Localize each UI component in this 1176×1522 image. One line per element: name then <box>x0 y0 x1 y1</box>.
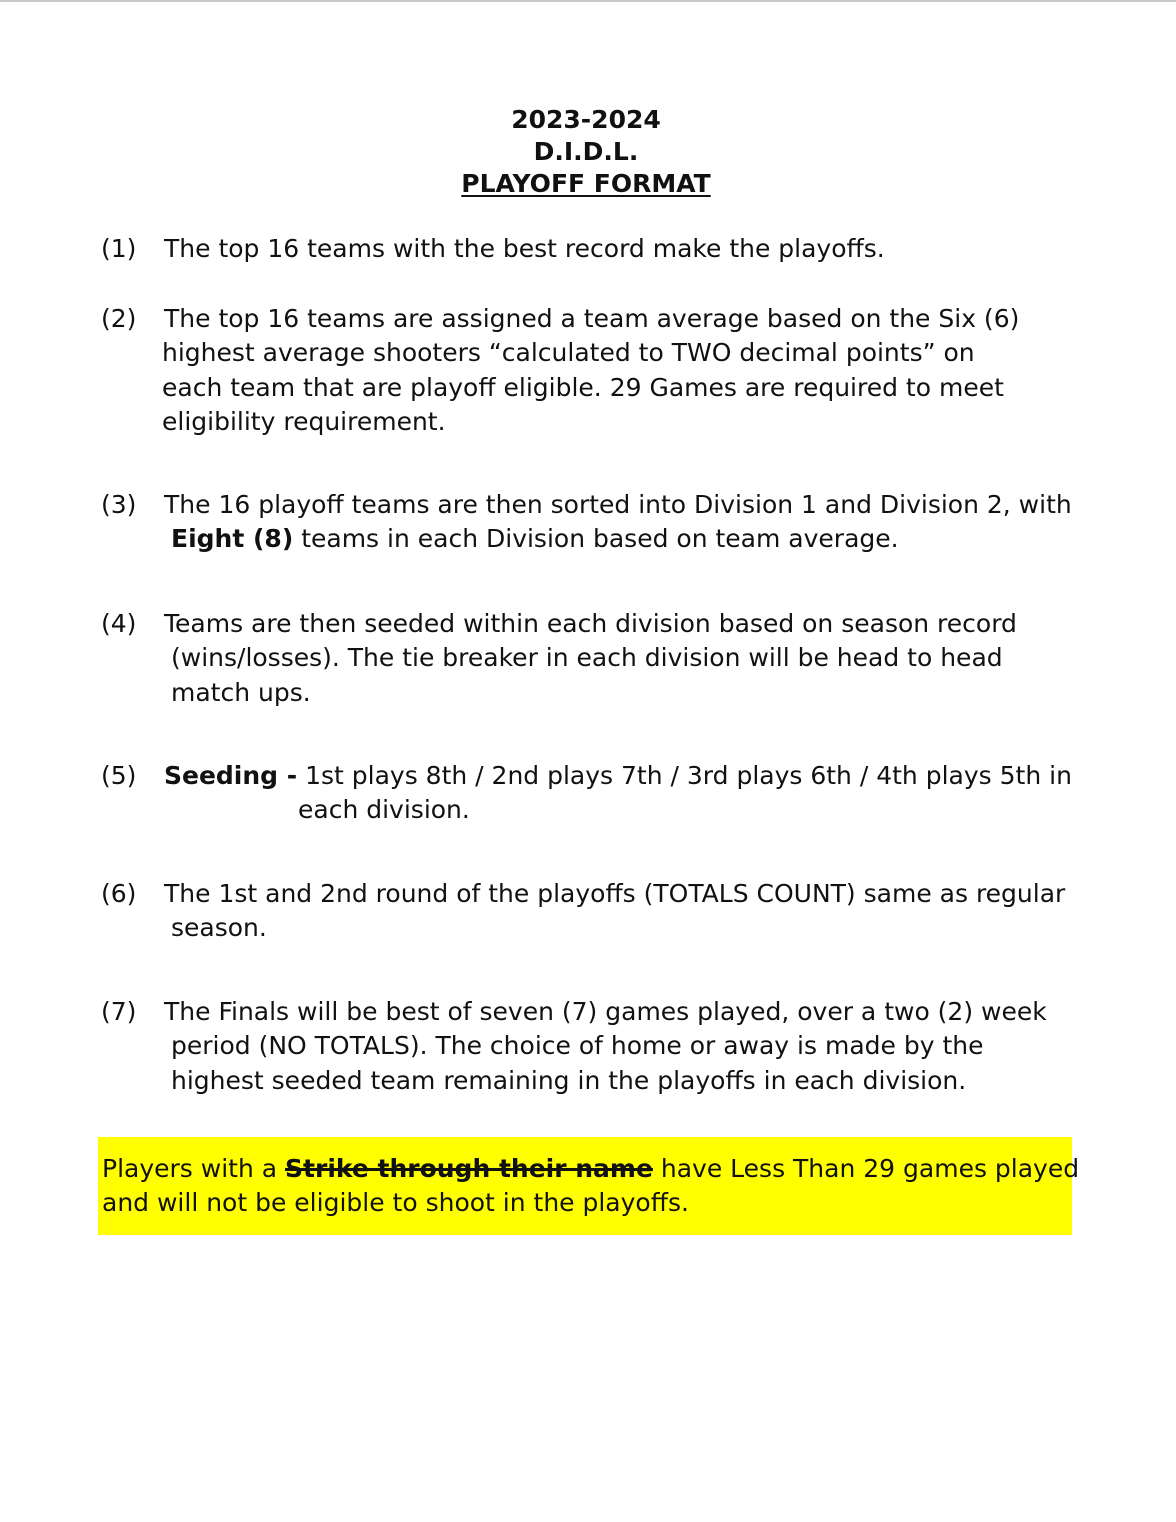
rule-text-line: The 1st and 2nd round of the playoffs (TOTALS COUNT) same as regular <box>164 879 1066 908</box>
rule-text-line: Teams are then seeded within each division based on season record <box>164 609 1017 638</box>
rule-text-line: each division. <box>298 795 470 825</box>
rule-text-line: highest average shooters “calculated to TWO decimal points” on <box>162 338 975 368</box>
rule-bold-phrase: Eight (8) <box>171 524 294 554</box>
rule-number: (7) <box>101 997 137 1026</box>
strikethrough-example: Strike through their name <box>285 1154 653 1183</box>
rule-number: (4) <box>101 609 137 638</box>
rule-number: (5) <box>101 761 137 790</box>
rule-number: (3) <box>101 490 137 519</box>
notice-line: and will not be eligible to shoot in the playoffs. <box>102 1188 689 1218</box>
eligibility-notice <box>98 1137 1080 1235</box>
rule-text-line: season. <box>171 913 267 943</box>
rule-text-line: match ups. <box>171 677 311 707</box>
rule-text-line: Seeding - 1st plays 8th / 2nd plays 7th / 3rd plays 6th / 4th plays 5th in <box>164 761 1072 790</box>
rule-text-line: The top 16 teams with the best record make the playoffs. <box>164 234 885 263</box>
title-playoff-format: PLAYOFF FORMAT <box>461 169 711 198</box>
rule-text-line: The 16 playoff teams are then sorted into Division 1 and Division 2, with <box>164 490 1072 519</box>
rule-text-line: highest seeded team remaining in the playoffs in each division. <box>171 1065 967 1095</box>
rule-text-line: period (NO TOTALS). The choice of home or away is made by the <box>171 1031 984 1061</box>
notice-line: Players with a Strike through their name have Less Than 29 games played <box>102 1154 1080 1183</box>
title-league: D.I.D.L. <box>533 137 639 166</box>
rule-text-line: (wins/losses). The tie breaker in each division will be head to head <box>171 643 1003 673</box>
rule-number: (2) <box>101 304 137 333</box>
rule-text-line: each team that are playoff eligible. 29 Games are required to meet <box>162 372 1004 402</box>
rule-number: (6) <box>101 879 137 908</box>
rule-text-line: eligibility requirement. <box>162 407 446 437</box>
seeding-label: Seeding - <box>164 761 298 790</box>
rule-text-line: The top 16 teams are assigned a team average based on the Six (6) <box>164 304 1020 333</box>
rule-text-line: Eight (8) teams in each Division based on team average. <box>171 524 899 554</box>
document-title <box>0 104 1172 200</box>
title-season: 2023-2024 <box>511 105 661 134</box>
rule-number: (1) <box>101 234 137 263</box>
rule-text-line: The Finals will be best of seven (7) games played, over a two (2) week <box>164 997 1047 1026</box>
page-top-border <box>0 0 1176 2</box>
